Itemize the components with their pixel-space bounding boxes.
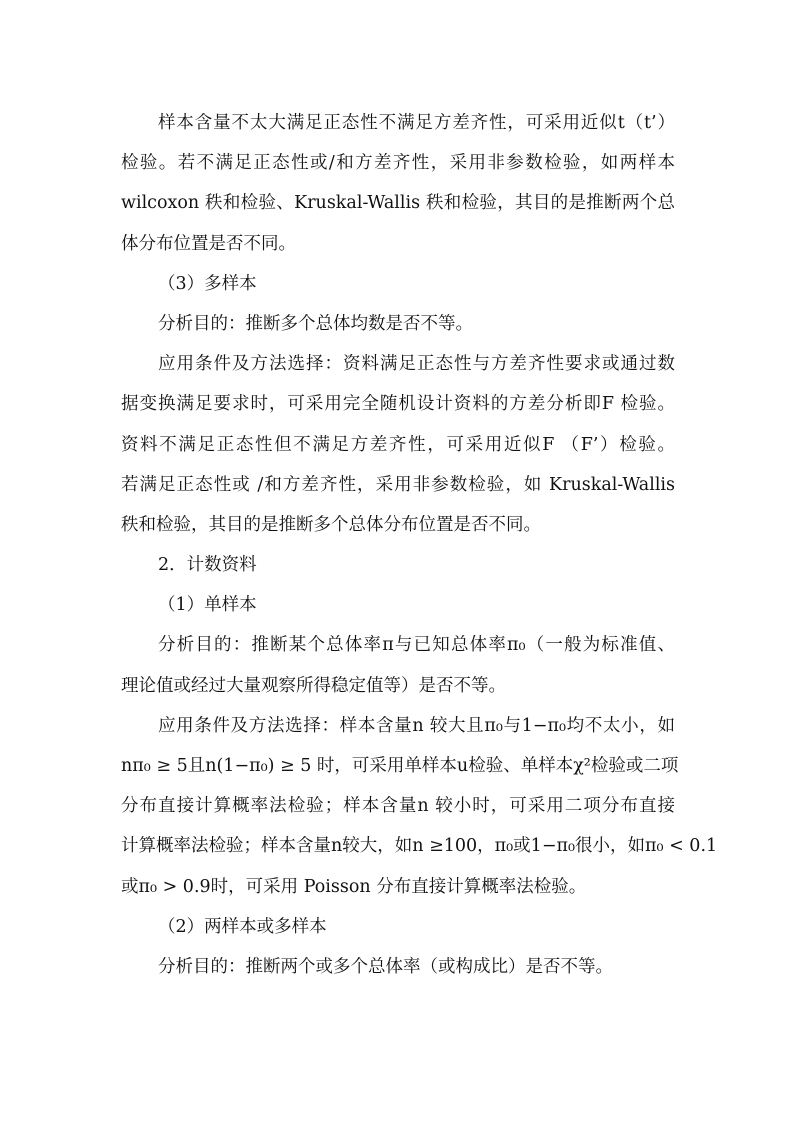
text-line: 应用条件及方法选择：样本含量n 较大且π₀与1−π₀均不太小，如 — [158, 715, 675, 736]
text-line: 若满足正态性或 /和方差齐性，采用非参数检验，如 Kruskal-Wallis — [121, 474, 675, 495]
text-line: 秩和检验，其目的是推断多个总体分布位置是否不同。 — [121, 514, 541, 535]
text-line: 分析目的：推断某个总体率π与已知总体率π₀（一般为标准值、 — [158, 635, 675, 656]
text-line: wilcoxon 秩和检验、Kruskal-Wallis 秩和检验，其目的是推断两个总 — [121, 193, 675, 214]
section-heading-single-sample: （1）单样本 — [158, 595, 257, 616]
text-line: 应用条件及方法选择：资料满足正态性与方差齐性要求或通过数 — [158, 354, 675, 375]
text-line: 理论值或经过大量观察所得稳定值等）是否不等。 — [121, 675, 506, 696]
section-heading-multi-sample: （3）多样本 — [158, 273, 257, 294]
text-line: 体分布位置是否不同。 — [121, 233, 296, 254]
section-heading-two-or-multi-sample: （2）两样本或多样本 — [158, 916, 327, 937]
text-line: 计算概率法检验；样本含量n较大，如n ≥100，π₀或1−π₀很小，如π₀ < 0.1 — [121, 836, 718, 857]
text-line: 据变换满足要求时，可采用完全随机设计资料的方差分析即F 检验。 — [121, 394, 675, 415]
document-page — [121, 103, 718, 987]
text-line: nπ₀ ≥ 5且n(1−π₀) ≥ 5 时，可采用单样本u检验、单样本χ²检验或二项 — [121, 756, 679, 776]
text-line: 或π₀ > 0.9时，可采用 Poisson 分布直接计算概率法检验。 — [121, 876, 587, 897]
text-line: 检验。若不满足正态性或/和方差齐性，采用非参数检验，如两样本 — [121, 153, 675, 174]
text-line: 分析目的：推断多个总体均数是否不等。 — [158, 313, 473, 334]
text-line: 资料不满足正态性但不满足方差齐性，可采用近似F （F’）检验。 — [121, 434, 675, 455]
text-line: 样本含量不太大满足正态性不满足方差齐性，可采用近似t（t’） — [158, 113, 675, 133]
section-heading-count-data: 2．计数资料 — [158, 555, 257, 576]
text-line: 分布直接计算概率法检验；样本含量n 较小时，可采用二项分布直接 — [121, 796, 675, 817]
text-line: 分析目的：推断两个或多个总体率（或构成比）是否不等。 — [158, 956, 613, 977]
